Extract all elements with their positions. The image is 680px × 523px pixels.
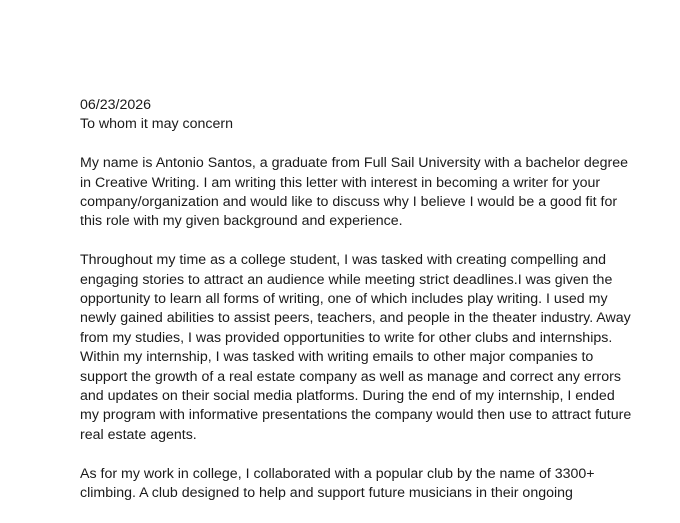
- paragraph-college-work: [80, 465, 620, 504]
- paragraph-introduction: [80, 154, 629, 232]
- paragraph-line: support the growth of a real estate company as well as manage and correct any errors: [80, 368, 621, 385]
- paragraph-line: from my studies, I was provided opportunities to write for other clubs and internships.: [80, 329, 613, 346]
- paragraph-line: company/organization and would like to discuss why I believe I would be a good fit for: [80, 194, 618, 211]
- paragraph-line: newly gained abilities to assist peers, teachers, and people in the theater industry. Away: [80, 310, 631, 327]
- paragraph-line: my program with informative presentations the company would then use to attract future: [80, 407, 632, 424]
- paragraph-line: Throughout my time as a college student, I was tasked with creating compelling and: [80, 252, 607, 269]
- letter-salutation: To whom it may concern: [80, 116, 233, 133]
- paragraph-line: real estate agents.: [80, 426, 197, 443]
- letter-header: [80, 96, 620, 135]
- paragraph-line: this role with my given background and experience.: [80, 213, 403, 230]
- paragraph-line: opportunity to learn all forms of writing, one of which includes play writing. I used my: [80, 291, 608, 308]
- paragraph-line: My name is Antonio Santos, a graduate from Full Sail University with a bachelor degree: [80, 155, 629, 172]
- paragraph-line: climbing. A club designed to help and support future musicians in their ongoing: [80, 485, 573, 502]
- paragraph-line: Within my internship, I was tasked with writing emails to other major companies to: [80, 349, 594, 366]
- paragraph-line: in Creative Writing. I am writing this letter with interest in becoming a writer for your: [80, 174, 601, 191]
- paragraph-line: As for my work in college, I collaborated with a popular club by the name of 3300+: [80, 465, 595, 482]
- letter-date: 06/23/2026: [80, 97, 152, 113]
- cover-letter: [80, 96, 632, 523]
- paragraph-line: engaging stories to attract an audience while meeting strict deadlines.I was given the: [80, 271, 613, 288]
- paragraph-experience: [80, 251, 632, 445]
- paragraph-line: and updates on their social media platforms. During the end of my internship, I ended: [80, 388, 615, 405]
